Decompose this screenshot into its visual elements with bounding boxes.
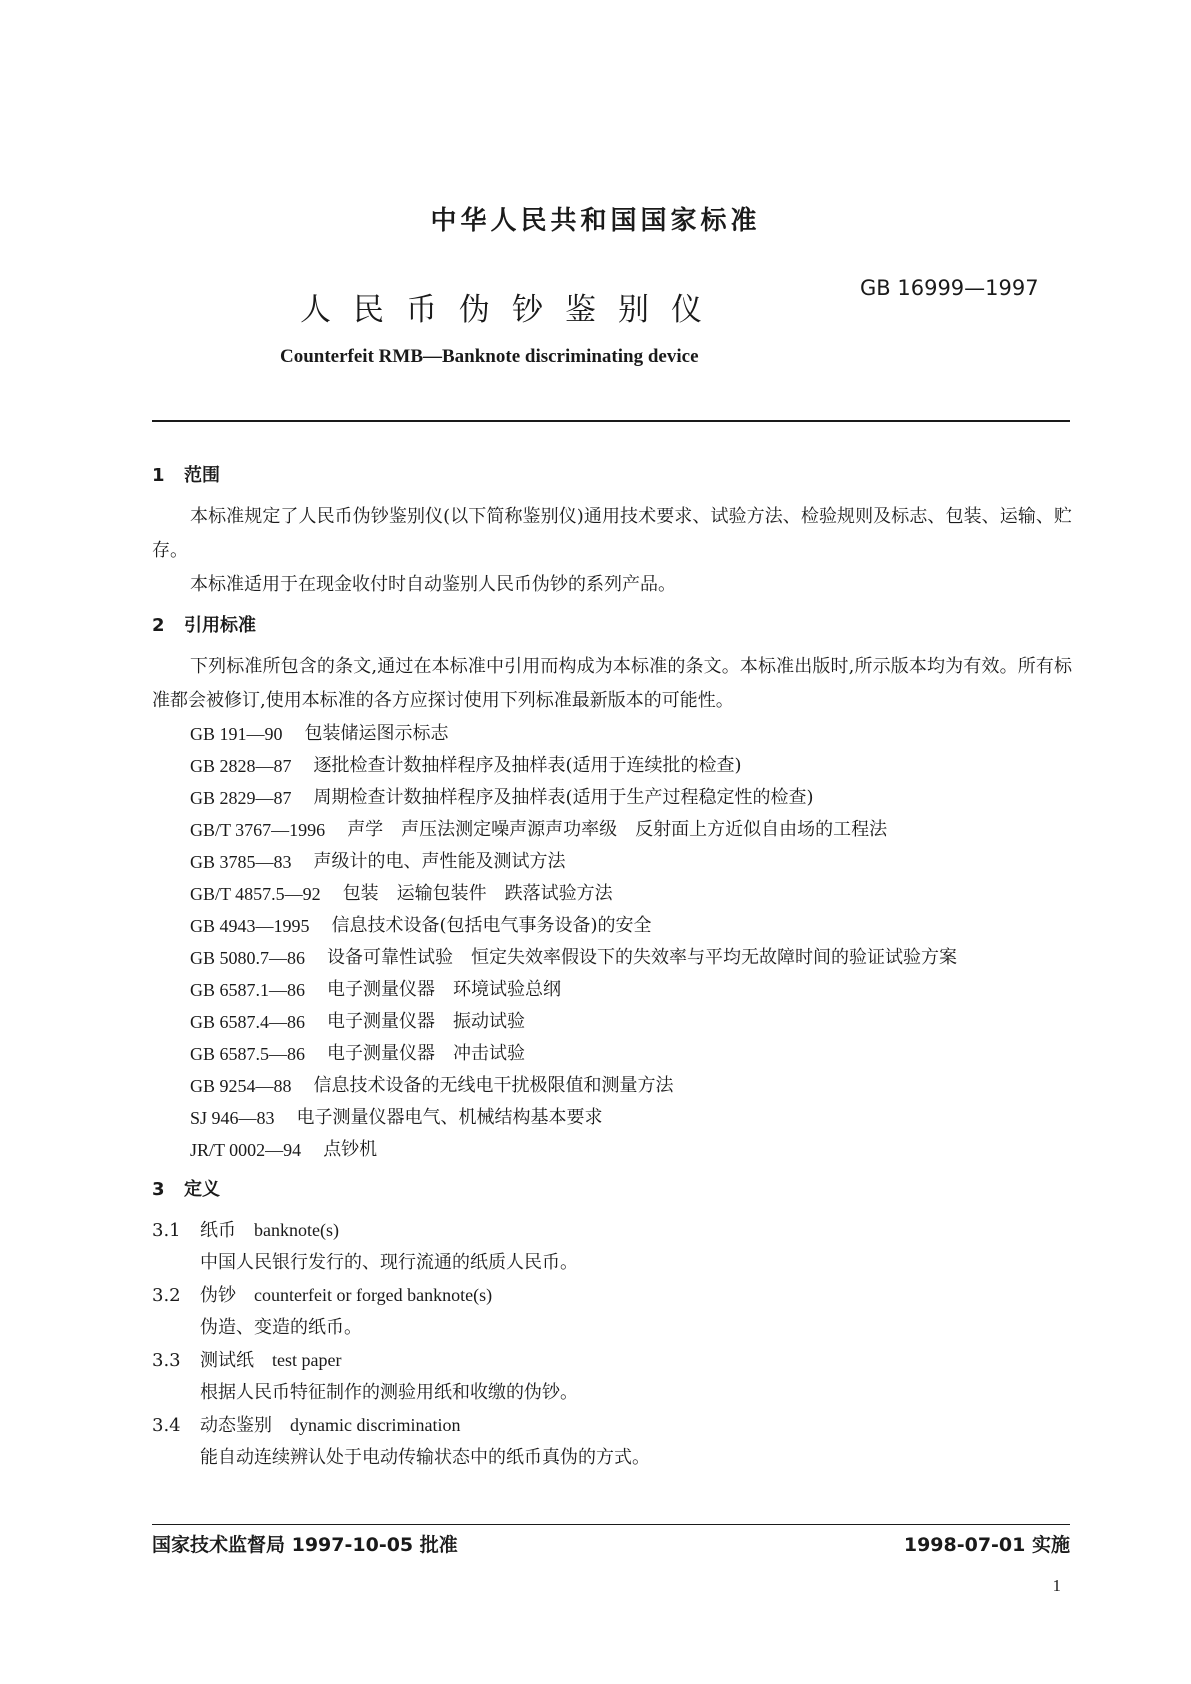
definition-number: 3.2 (152, 1285, 181, 1306)
document-body (152, 460, 1072, 1474)
reference-item (152, 718, 1072, 750)
reference-item (152, 814, 1072, 846)
reference-code: GB 6587.5—86 (190, 1044, 306, 1064)
document-title: 人民币伪钞鉴别仪 (300, 292, 724, 328)
reference-item (152, 974, 1072, 1006)
section-2-paragraph-1: 下列标准所包含的条文,通过在本标准中引用而构成为本标准的条文。本标准出版时,所示版本均为有效。所有标准都会被修订,使用本标准的各方应探讨使用下列标准最新版本的可能性。 (152, 656, 1072, 711)
reference-code: GB 2829—87 (190, 788, 292, 808)
definition-term-zh: 纸币 (200, 1220, 236, 1241)
issuing-agency: 中华人民共和国国家标准 (430, 206, 761, 236)
definition-number: 3.3 (152, 1350, 181, 1371)
page-number: 1 (1052, 1576, 1061, 1595)
reference-code: GB 6587.4—86 (190, 1012, 306, 1032)
reference-code: GB 9254—88 (190, 1076, 292, 1096)
reference-code: GB 5080.7—86 (190, 948, 306, 968)
header-divider (152, 420, 1070, 422)
reference-item (152, 1134, 1072, 1166)
reference-item (152, 1038, 1072, 1070)
definition-number: 3.1 (152, 1220, 181, 1241)
section-title: 范围 (184, 465, 220, 486)
reference-item (152, 1102, 1072, 1134)
section-title: 定义 (184, 1179, 220, 1200)
reference-item (152, 1006, 1072, 1038)
definition-3-2 (152, 1279, 1072, 1344)
definition-text: 中国人民银行发行的、现行流通的纸质人民币。 (200, 1252, 578, 1273)
reference-code: JR/T 0002—94 (190, 1140, 302, 1160)
definition-text: 能自动连续辨认处于电动传输状态中的纸币真伪的方式。 (200, 1447, 650, 1468)
section-1-paragraph-2: 本标准适用于在现金收付时自动鉴别人民币伪钞的系列产品。 (190, 574, 676, 595)
footer-divider (152, 1524, 1070, 1525)
section-1-paragraph-1: 本标准规定了人民币伪钞鉴别仪(以下简称鉴别仪)通用技术要求、试验方法、检验规则及标志、包装、运输、贮存。 (152, 506, 1072, 561)
definition-term-zh: 伪钞 (200, 1285, 236, 1306)
reference-title: 逐批检查计数抽样程序及抽样表(适用于连续批的检查) (313, 755, 742, 776)
section-number: 3 (152, 1179, 165, 1200)
english-title: Counterfeit RMB—Banknote discriminating device (280, 346, 699, 367)
reference-item (152, 910, 1072, 942)
definition-3-1 (152, 1214, 1072, 1279)
reference-item (152, 942, 1072, 974)
definition-term-en: counterfeit or forged banknote(s) (254, 1285, 493, 1305)
definition-term-zh: 测试纸 (200, 1350, 254, 1371)
reference-title: 包装 运输包装件 跌落试验方法 (342, 883, 613, 904)
reference-code: GB/T 3767—1996 (190, 820, 326, 840)
reference-title: 声学 声压法测定噪声源声功率级 反射面上方近似自由场的工程法 (347, 819, 888, 840)
reference-title: 电子测量仪器 环境试验总纲 (327, 979, 562, 1000)
definition-number: 3.4 (152, 1415, 181, 1436)
definition-term-zh: 动态鉴别 (200, 1415, 272, 1436)
section-number: 2 (152, 615, 165, 636)
reference-code: GB 3785—83 (190, 852, 292, 872)
section-title: 引用标准 (184, 615, 256, 636)
reference-title: 电子测量仪器 冲击试验 (327, 1043, 526, 1064)
section-number: 1 (152, 465, 165, 486)
reference-title: 信息技术设备的无线电干扰极限值和测量方法 (313, 1075, 674, 1096)
reference-title: 周期检查计数抽样程序及抽样表(适用于生产过程稳定性的检查) (313, 787, 814, 808)
reference-title: 包装储运图示标志 (304, 723, 449, 744)
reference-code: GB 6587.1—86 (190, 980, 306, 1000)
definition-3-3 (152, 1344, 1072, 1409)
section-1-heading (152, 460, 1072, 492)
reference-code: SJ 946—83 (190, 1108, 275, 1128)
definition-text: 伪造、变造的纸币。 (200, 1317, 362, 1338)
reference-code: GB 2828—87 (190, 756, 292, 776)
reference-code: GB 191—90 (190, 724, 283, 744)
reference-title: 设备可靠性试验 恒定失效率假设下的失效率与平均无故障时间的验证试验方案 (327, 947, 958, 968)
section-3-heading (152, 1174, 1072, 1206)
section-2-heading (152, 610, 1072, 642)
definition-3-4 (152, 1409, 1072, 1474)
implementation-date: 1998-07-01 实施 (903, 1534, 1070, 1556)
standard-number: GB 16999—1997 (860, 276, 1039, 300)
normative-references-list (152, 718, 1072, 1166)
reference-item (152, 846, 1072, 878)
reference-item (152, 878, 1072, 910)
reference-title: 电子测量仪器 振动试验 (327, 1011, 526, 1032)
reference-code: GB/T 4857.5—92 (190, 884, 321, 904)
reference-title: 信息技术设备(包括电气事务设备)的安全 (331, 915, 652, 936)
reference-item (152, 750, 1072, 782)
approval-statement: 国家技术监督局 1997-10-05 批准 (152, 1534, 458, 1556)
reference-title: 声级计的电、声性能及测试方法 (313, 851, 566, 872)
reference-title: 点钞机 (323, 1139, 378, 1160)
definition-term-en: test paper (272, 1350, 342, 1370)
reference-item (152, 782, 1072, 814)
reference-title: 电子测量仪器电气、机械结构基本要求 (296, 1107, 603, 1128)
definition-term-en: dynamic discrimination (290, 1415, 461, 1435)
definition-text: 根据人民币特征制作的测验用纸和收缴的伪钞。 (200, 1382, 578, 1403)
reference-item (152, 1070, 1072, 1102)
definition-term-en: banknote(s) (254, 1220, 339, 1240)
reference-code: GB 4943—1995 (190, 916, 310, 936)
